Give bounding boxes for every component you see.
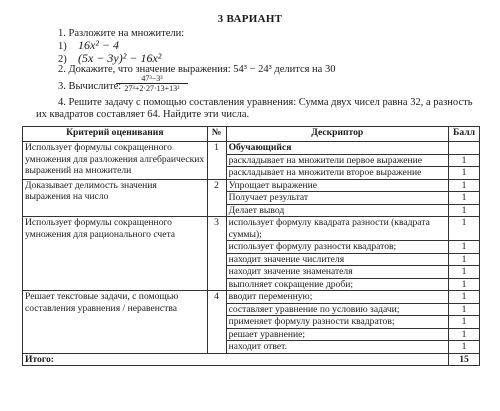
task-1a-expression: 16x² − 4 (78, 38, 120, 52)
task-number-cell: 2 (207, 179, 226, 217)
score-cell: 1 (449, 192, 480, 205)
total-label: Итого: (23, 353, 449, 366)
task-2-text: 2. Докажите, что значение выражения: 54³ − 24³ делится на 30 (58, 64, 336, 75)
criterion-cell: Использует формулы сокращенного умножения для рационального счета (23, 217, 208, 291)
score-cell: 1 (449, 167, 480, 180)
task-1a-number: 1) (58, 41, 67, 52)
score-cell: 1 (449, 204, 480, 217)
table-row (23, 179, 480, 192)
descriptor-cell: Делает вывод (226, 204, 448, 217)
score-cell: 1 (449, 266, 480, 279)
task-3-denominator: 27³+2·27·13+13² (124, 84, 180, 93)
score-cell: 1 (449, 291, 480, 304)
page-title: 3 ВАРИАНТ (217, 13, 283, 25)
descriptor-cell: применяет формулу разности квадратов; (226, 316, 448, 329)
criteria-table (22, 126, 480, 366)
descriptor-cell: выполняет сокращение дроби; (226, 278, 448, 291)
score-cell: 1 (449, 303, 480, 316)
descriptor-cell: Упрощает выражение (226, 179, 448, 192)
task-3-label: 3. Вычислите: (58, 81, 122, 92)
table-row (23, 291, 480, 304)
task-1b-number: 2) (58, 54, 67, 65)
descriptor-cell: использует формулу квадрата разности (квадрата суммы); (226, 217, 448, 241)
score-cell: 1 (449, 278, 480, 291)
score-cell: 1 (449, 179, 480, 192)
criterion-cell: Использует формулы сокращенного умножения для разложения алгебраических выражений на множители (23, 142, 208, 180)
total-row (23, 353, 480, 366)
score-cell: 1 (449, 328, 480, 341)
score-cell: 1 (449, 253, 480, 266)
descriptor-cell: раскладывает на множители второе выражение (226, 167, 448, 180)
total-value: 15 (449, 353, 480, 366)
score-cell: 1 (449, 341, 480, 354)
score-cell: 1 (449, 217, 480, 241)
header-descriptor: Дескриптор (226, 127, 448, 142)
task-1b-expression: (5x − 3y)² − 16x² (78, 51, 162, 65)
descriptor-cell: находит ответ. (226, 341, 448, 354)
descriptor-cell: составляет уравнение по условию задачи; (226, 303, 448, 316)
task-number-cell: 4 (207, 291, 226, 354)
criterion-cell: Решает текстовые задачи, с помощью составления уравнения / неравенства (23, 291, 208, 354)
header-criterion: Критерий оценивания (23, 127, 208, 142)
descriptor-subheader: Обучающийся (226, 142, 448, 155)
descriptor-cell: раскладывает на множители первое выражение (226, 154, 448, 167)
criterion-cell: Доказывает делимость значения выражения на число (23, 179, 208, 217)
descriptor-cell: вводит переменную; (226, 291, 448, 304)
task-3-numerator: 47³−3³ (116, 74, 188, 84)
descriptor-cell: решает уравнение; (226, 328, 448, 341)
descriptor-cell: использует формулу разности квадратов; (226, 241, 448, 254)
descriptor-cell: Получает результат (226, 192, 448, 205)
table-header-row (23, 127, 480, 142)
table-row (23, 217, 480, 241)
task-number-cell: 1 (207, 142, 226, 180)
descriptor-cell: находит значение числителя (226, 253, 448, 266)
score-cell-empty (449, 142, 480, 155)
descriptor-cell: находит значение знаменателя (226, 266, 448, 279)
score-cell: 1 (449, 154, 480, 167)
task-4-text-line1: 4. Решите задачу с помощью составления уравнения: Сумма двух чисел равна 32, а разность (58, 97, 473, 108)
score-cell: 1 (449, 241, 480, 254)
score-cell: 1 (449, 316, 480, 329)
header-number: № (207, 127, 226, 142)
table-row (23, 142, 480, 155)
task-4-text-line2: их квадратов составляет 64. Найдите эти числа. (36, 109, 250, 120)
task-number-cell: 3 (207, 217, 226, 291)
header-score: Балл (449, 127, 480, 142)
task-3-fraction (116, 74, 188, 93)
task-1-label: 1. Разложите на множители: (58, 28, 185, 39)
